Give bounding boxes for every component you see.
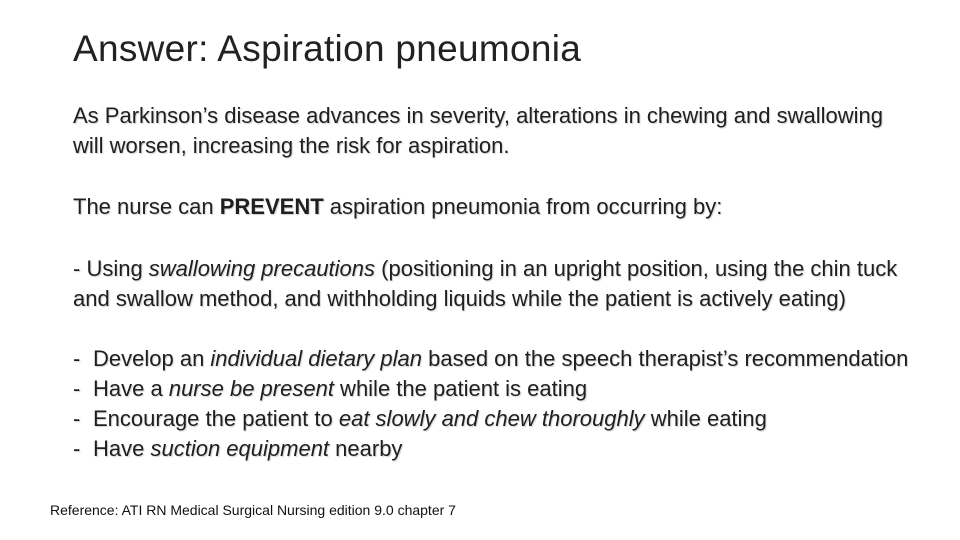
reference-note: Reference: ATI RN Medical Surgical Nursing edition 9.0 chapter 7: [50, 502, 456, 518]
item-after: nearby: [329, 436, 403, 461]
item-after: while eating: [644, 406, 767, 431]
slide-title: Answer: Aspiration pneumonia: [73, 28, 582, 69]
item-before: Develop an: [93, 346, 211, 371]
intro-paragraph: As Parkinson’s disease advances in severity, alterations in chewing and swallowing will worsen, increasing the risk for aspiration.: [73, 103, 883, 158]
list-dash: -: [73, 376, 81, 401]
list-item: [73, 344, 913, 374]
lead-prefix: - Using: [73, 256, 149, 281]
list-item: [73, 374, 913, 404]
item-after: based on the speech therapist’s recommendation: [422, 346, 909, 371]
lead-suffix: (positioning in an upright position, using the chin tuck and swallow method, and withholding liquids while the patient is actively eating): [73, 256, 898, 311]
item-italic: eat slowly and chew thoroughly: [338, 406, 645, 431]
lead-italic: swallowing precautions: [148, 256, 376, 281]
prevent-text-after: aspiration pneumonia from occurring by:: [323, 194, 723, 219]
prevent-paragraph: [73, 192, 913, 222]
list-dash: -: [73, 406, 81, 431]
prevent-text-before: The nurse can: [73, 194, 220, 219]
item-after: while the patient is eating: [333, 376, 588, 401]
prevention-list: [73, 344, 913, 464]
item-before: Have a: [93, 376, 169, 401]
item-italic: individual dietary plan: [210, 346, 422, 371]
item-italic: nurse be present: [168, 376, 334, 401]
item-before: Encourage the patient to: [93, 406, 339, 431]
prevent-emphasis: PREVENT: [219, 194, 324, 219]
lead-paragraph: [73, 254, 913, 314]
list-item: [73, 434, 913, 464]
list-item: [73, 404, 913, 434]
list-dash: -: [73, 436, 81, 461]
item-italic: suction equipment: [150, 436, 330, 461]
item-before: Have: [93, 436, 151, 461]
list-dash: -: [73, 346, 81, 371]
